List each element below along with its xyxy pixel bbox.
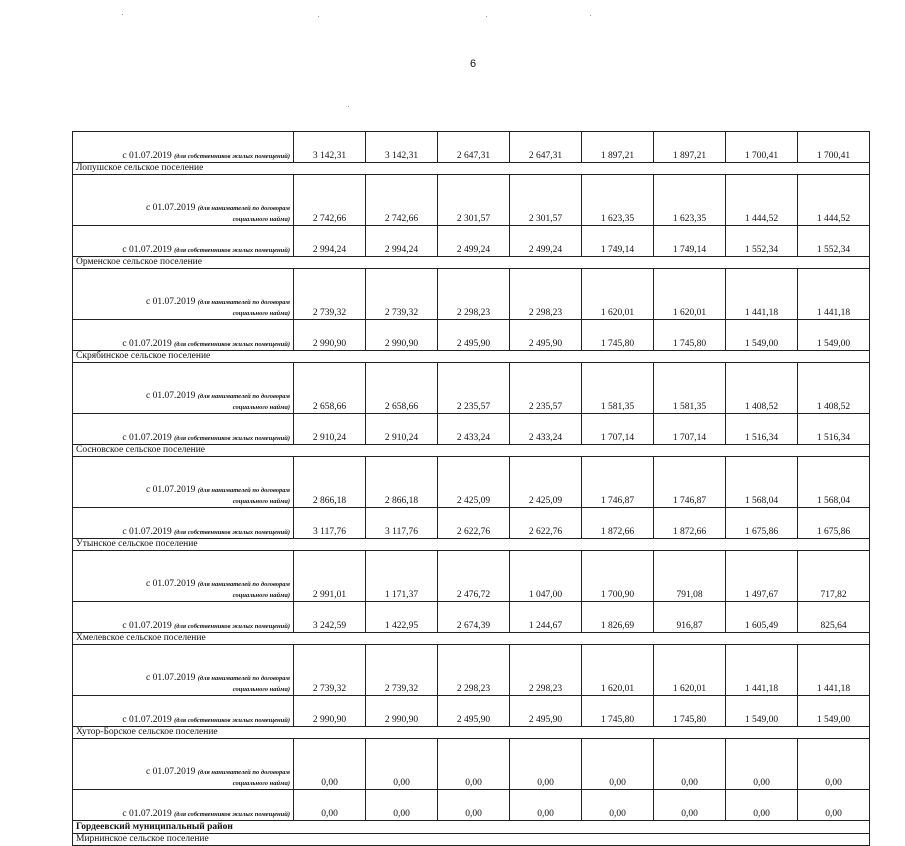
- tariff-value-cell: 2 910,24: [294, 414, 366, 445]
- tariff-value-cell: 0,00: [798, 790, 870, 821]
- table-row: [73, 602, 870, 633]
- tenant-category-note: (для нанимателей по договорам: [197, 205, 290, 212]
- tenant-category-note-cont: социального найма): [232, 498, 290, 505]
- tariff-value-cell: 2 235,57: [438, 363, 510, 414]
- tariff-value-cell: 3 242,59: [294, 602, 366, 633]
- row-label-cell: [73, 551, 294, 602]
- tariff-value-cell: 2 910,24: [366, 414, 438, 445]
- tariff-value-cell: 2 739,32: [366, 645, 438, 696]
- owner-category-note: (для собственников жилых помещений): [174, 529, 290, 536]
- tariff-value-cell: 1 581,35: [582, 363, 654, 414]
- tariff-value-cell: 1 408,52: [798, 363, 870, 414]
- effective-date: с 01.07.2019: [122, 715, 172, 725]
- effective-date: с 01.07.2019: [122, 621, 172, 631]
- tariff-value-cell: 717,82: [798, 551, 870, 602]
- owner-category-note: (для собственников жилых помещений): [174, 623, 290, 630]
- owner-category-note: (для собственников жилых помещений): [174, 717, 290, 724]
- row-label-cell: [73, 269, 294, 320]
- table-row: [73, 175, 870, 226]
- tariff-table-body: [73, 132, 870, 846]
- tariff-value-cell: 2 739,32: [366, 269, 438, 320]
- tenant-category-note-cont: социального найма): [232, 780, 290, 787]
- table-row: [73, 457, 870, 508]
- tariff-value-cell: 2 739,32: [294, 645, 366, 696]
- owner-category-note: (для собственников жилых помещений): [174, 153, 290, 160]
- tenant-category-note-cont: социального найма): [232, 404, 290, 411]
- tariff-value-cell: 2 433,24: [510, 414, 582, 445]
- effective-date: с 01.07.2019: [146, 485, 196, 495]
- tariff-value-cell: 1 897,21: [582, 132, 654, 163]
- tariff-table: [72, 131, 870, 846]
- tariff-value-cell: 1 620,01: [582, 269, 654, 320]
- tariff-value-cell: 2 433,24: [438, 414, 510, 445]
- table-row: [73, 551, 870, 602]
- tariff-value-cell: 2 298,23: [510, 269, 582, 320]
- settlement-row: [73, 351, 870, 363]
- page-number: 6: [470, 58, 477, 70]
- tariff-value-cell: 2 990,90: [366, 320, 438, 351]
- tariff-value-cell: 2 739,32: [294, 269, 366, 320]
- tariff-value-cell: 1 552,34: [798, 226, 870, 257]
- tariff-value-cell: 1 746,87: [654, 457, 726, 508]
- tariff-value-cell: 916,87: [654, 602, 726, 633]
- tariff-value-cell: 0,00: [366, 790, 438, 821]
- tariff-value-cell: 1 620,01: [654, 269, 726, 320]
- row-label-cell: [73, 508, 294, 539]
- tariff-value-cell: 1 700,90: [582, 551, 654, 602]
- tariff-value-cell: 1 441,18: [726, 269, 798, 320]
- row-label-cell: [73, 175, 294, 226]
- tariff-value-cell: 3 117,76: [366, 508, 438, 539]
- tariff-value-cell: 2 742,66: [366, 175, 438, 226]
- settlement-row: [73, 257, 870, 269]
- effective-date: с 01.07.2019: [146, 297, 196, 307]
- tariff-value-cell: 2 991,01: [294, 551, 366, 602]
- tariff-value-cell: 0,00: [510, 739, 582, 790]
- tariff-value-cell: 1 408,52: [726, 363, 798, 414]
- tariff-value-cell: 2 495,90: [438, 696, 510, 727]
- tariff-value-cell: 0,00: [654, 739, 726, 790]
- tariff-value-cell: 0,00: [438, 739, 510, 790]
- tenant-category-note: (для нанимателей по договорам: [197, 769, 290, 776]
- settlement-name: Хмелевское сельское поселение: [73, 633, 870, 645]
- tariff-value-cell: 1 745,80: [654, 320, 726, 351]
- tariff-value-cell: 0,00: [294, 739, 366, 790]
- settlement-name: Утынское сельское поселение: [73, 539, 870, 551]
- table-row: [73, 696, 870, 727]
- effective-date: с 01.07.2019: [146, 391, 196, 401]
- tariff-value-cell: 2 742,66: [294, 175, 366, 226]
- tariff-value-cell: 2 235,57: [510, 363, 582, 414]
- tariff-value-cell: 2 990,90: [294, 320, 366, 351]
- tariff-value-cell: 1 826,69: [582, 602, 654, 633]
- tariff-value-cell: 3 117,76: [294, 508, 366, 539]
- tariff-value-cell: 2 990,90: [294, 696, 366, 727]
- row-label-cell: [73, 602, 294, 633]
- tariff-value-cell: 2 301,57: [510, 175, 582, 226]
- tenant-category-note-cont: социального найма): [232, 216, 290, 223]
- tariff-value-cell: 1 441,18: [798, 645, 870, 696]
- tariff-value-cell: 2 495,90: [510, 320, 582, 351]
- row-label-cell: [73, 363, 294, 414]
- tariff-value-cell: 1 516,34: [726, 414, 798, 445]
- tariff-value-cell: 2 622,76: [438, 508, 510, 539]
- district-row: [73, 821, 870, 834]
- tariff-value-cell: 2 298,23: [510, 645, 582, 696]
- tariff-value-cell: 2 994,24: [294, 226, 366, 257]
- row-label-cell: [73, 414, 294, 445]
- tariff-value-cell: 0,00: [726, 790, 798, 821]
- tariff-value-cell: 2 647,31: [510, 132, 582, 163]
- settlement-name: Орменское сельское поселение: [73, 257, 870, 269]
- tenant-category-note: (для нанимателей по договорам: [197, 393, 290, 400]
- tenant-category-note: (для нанимателей по договорам: [197, 487, 290, 494]
- tariff-value-cell: 1 441,18: [798, 269, 870, 320]
- table-row: [73, 414, 870, 445]
- tenant-category-note-cont: социального найма): [232, 592, 290, 599]
- tariff-value-cell: 0,00: [294, 790, 366, 821]
- tariff-value-cell: 1 707,14: [582, 414, 654, 445]
- tariff-value-cell: 0,00: [726, 739, 798, 790]
- settlement-name: Скрябинское сельское поселение: [73, 351, 870, 363]
- tariff-value-cell: 0,00: [582, 739, 654, 790]
- tariff-value-cell: 0,00: [582, 790, 654, 821]
- tariff-value-cell: 1 707,14: [654, 414, 726, 445]
- owner-category-note: (для собственников жилых помещений): [174, 811, 290, 818]
- tariff-value-cell: 1 444,52: [798, 175, 870, 226]
- tariff-value-cell: 791,08: [654, 551, 726, 602]
- tariff-value-cell: 0,00: [438, 790, 510, 821]
- effective-date: с 01.07.2019: [146, 673, 196, 683]
- row-label-cell: [73, 320, 294, 351]
- settlement-row: [73, 539, 870, 551]
- table-row: [73, 363, 870, 414]
- row-label-cell: [73, 645, 294, 696]
- tariff-value-cell: 1 422,95: [366, 602, 438, 633]
- tariff-value-cell: 3 142,31: [294, 132, 366, 163]
- row-label-line: [76, 485, 290, 496]
- tariff-value-cell: 2 499,24: [510, 226, 582, 257]
- tariff-value-cell: 1 549,00: [798, 320, 870, 351]
- tariff-value-cell: 1 444,52: [726, 175, 798, 226]
- tariff-value-cell: 1 620,01: [582, 645, 654, 696]
- tariff-value-cell: 3 142,31: [366, 132, 438, 163]
- tariff-value-cell: 0,00: [798, 739, 870, 790]
- effective-date: с 01.07.2019: [122, 339, 172, 349]
- row-label-cell: [73, 739, 294, 790]
- settlement-name: Сосновское сельское поселение: [73, 445, 870, 457]
- tenant-category-note-cont: социального найма): [232, 686, 290, 693]
- row-label-line: [76, 767, 290, 778]
- tariff-value-cell: 0,00: [510, 790, 582, 821]
- tariff-value-cell: 2 866,18: [366, 457, 438, 508]
- tariff-value-cell: 1 047,00: [510, 551, 582, 602]
- row-label-line: [76, 297, 290, 308]
- table-row: [73, 739, 870, 790]
- row-label-line: [76, 579, 290, 590]
- tariff-value-cell: 0,00: [366, 739, 438, 790]
- effective-date: с 01.07.2019: [146, 767, 196, 777]
- tariff-value-cell: 2 658,66: [366, 363, 438, 414]
- tariff-value-cell: 1 872,66: [654, 508, 726, 539]
- row-label-line: [76, 673, 290, 684]
- tariff-value-cell: 825,64: [798, 602, 870, 633]
- tariff-value-cell: 1 746,87: [582, 457, 654, 508]
- table-row: [73, 320, 870, 351]
- tariff-value-cell: 1 516,34: [798, 414, 870, 445]
- tariff-value-cell: 1 700,41: [798, 132, 870, 163]
- tariff-value-cell: 1 549,00: [726, 696, 798, 727]
- effective-date: с 01.07.2019: [146, 203, 196, 213]
- settlement-name: Лопушское сельское поселение: [73, 163, 870, 175]
- settlement-row: [73, 834, 870, 846]
- row-label-line: [76, 203, 290, 214]
- effective-date: с 01.07.2019: [122, 527, 172, 537]
- tariff-value-cell: 1 441,18: [726, 645, 798, 696]
- effective-date: с 01.07.2019: [122, 151, 172, 161]
- tariff-value-cell: 2 298,23: [438, 645, 510, 696]
- tariff-value-cell: 2 994,24: [366, 226, 438, 257]
- row-label-line: [76, 391, 290, 402]
- tariff-value-cell: 1 897,21: [654, 132, 726, 163]
- tariff-value-cell: 1 675,86: [726, 508, 798, 539]
- effective-date: с 01.07.2019: [146, 579, 196, 589]
- effective-date: с 01.07.2019: [122, 809, 172, 819]
- tariff-value-cell: 2 425,09: [510, 457, 582, 508]
- owner-category-note: (для собственников жилых помещений): [174, 341, 290, 348]
- tariff-value-cell: 2 298,23: [438, 269, 510, 320]
- tariff-value-cell: 1 872,66: [582, 508, 654, 539]
- tariff-value-cell: 1 497,67: [726, 551, 798, 602]
- tariff-value-cell: 2 990,90: [366, 696, 438, 727]
- tariff-value-cell: 1 549,00: [798, 696, 870, 727]
- tariff-value-cell: 1 623,35: [654, 175, 726, 226]
- tariff-value-cell: 1 171,37: [366, 551, 438, 602]
- effective-date: с 01.07.2019: [122, 245, 172, 255]
- tariff-value-cell: 2 658,66: [294, 363, 366, 414]
- tariff-value-cell: 1 549,00: [726, 320, 798, 351]
- row-label-cell: [73, 226, 294, 257]
- tariff-value-cell: 2 674,39: [438, 602, 510, 633]
- table-row: [73, 132, 870, 163]
- tariff-value-cell: 2 425,09: [438, 457, 510, 508]
- district-name: Гордеевский муниципальный район: [73, 821, 870, 834]
- tariff-value-cell: 1 700,41: [726, 132, 798, 163]
- tariff-value-cell: 2 476,72: [438, 551, 510, 602]
- tenant-category-note-cont: социального найма): [232, 310, 290, 317]
- tariff-value-cell: 1 581,35: [654, 363, 726, 414]
- table-row: [73, 790, 870, 821]
- table-row: [73, 508, 870, 539]
- tariff-value-cell: 1 620,01: [654, 645, 726, 696]
- tenant-category-note: (для нанимателей по договорам: [197, 299, 290, 306]
- row-label-cell: [73, 457, 294, 508]
- row-label-cell: [73, 132, 294, 163]
- tariff-value-cell: 2 301,57: [438, 175, 510, 226]
- row-label-cell: [73, 696, 294, 727]
- tariff-value-cell: 1 244,67: [510, 602, 582, 633]
- tariff-value-cell: 0,00: [654, 790, 726, 821]
- tariff-value-cell: 1 568,04: [726, 457, 798, 508]
- table-row: [73, 226, 870, 257]
- tariff-value-cell: 2 495,90: [438, 320, 510, 351]
- tenant-category-note: (для нанимателей по договорам: [197, 675, 290, 682]
- owner-category-note: (для собственников жилых помещений): [174, 435, 290, 442]
- table-row: [73, 269, 870, 320]
- tariff-value-cell: 1 623,35: [582, 175, 654, 226]
- settlement-row: [73, 445, 870, 457]
- tenant-category-note: (для нанимателей по договорам: [197, 581, 290, 588]
- tariff-value-cell: 1 749,14: [654, 226, 726, 257]
- tariff-value-cell: 2 866,18: [294, 457, 366, 508]
- tariff-value-cell: 1 675,86: [798, 508, 870, 539]
- tariff-value-cell: 2 622,76: [510, 508, 582, 539]
- owner-category-note: (для собственников жилых помещений): [174, 247, 290, 254]
- tariff-value-cell: 2 647,31: [438, 132, 510, 163]
- tariff-value-cell: 2 495,90: [510, 696, 582, 727]
- table-row: [73, 645, 870, 696]
- effective-date: с 01.07.2019: [122, 433, 172, 443]
- settlement-name: Хутор-Борское сельское поселение: [73, 727, 870, 739]
- tariff-value-cell: 1 745,80: [582, 320, 654, 351]
- row-label-cell: [73, 790, 294, 821]
- tariff-value-cell: 1 745,80: [654, 696, 726, 727]
- tariff-value-cell: 1 745,80: [582, 696, 654, 727]
- settlement-row: [73, 727, 870, 739]
- settlement-name: Мирнинское сельское поселение: [73, 834, 870, 846]
- tariff-value-cell: 1 749,14: [582, 226, 654, 257]
- tariff-value-cell: 2 499,24: [438, 226, 510, 257]
- tariff-value-cell: 1 605,49: [726, 602, 798, 633]
- tariff-value-cell: 1 568,04: [798, 457, 870, 508]
- settlement-row: [73, 163, 870, 175]
- tariff-value-cell: 1 552,34: [726, 226, 798, 257]
- settlement-row: [73, 633, 870, 645]
